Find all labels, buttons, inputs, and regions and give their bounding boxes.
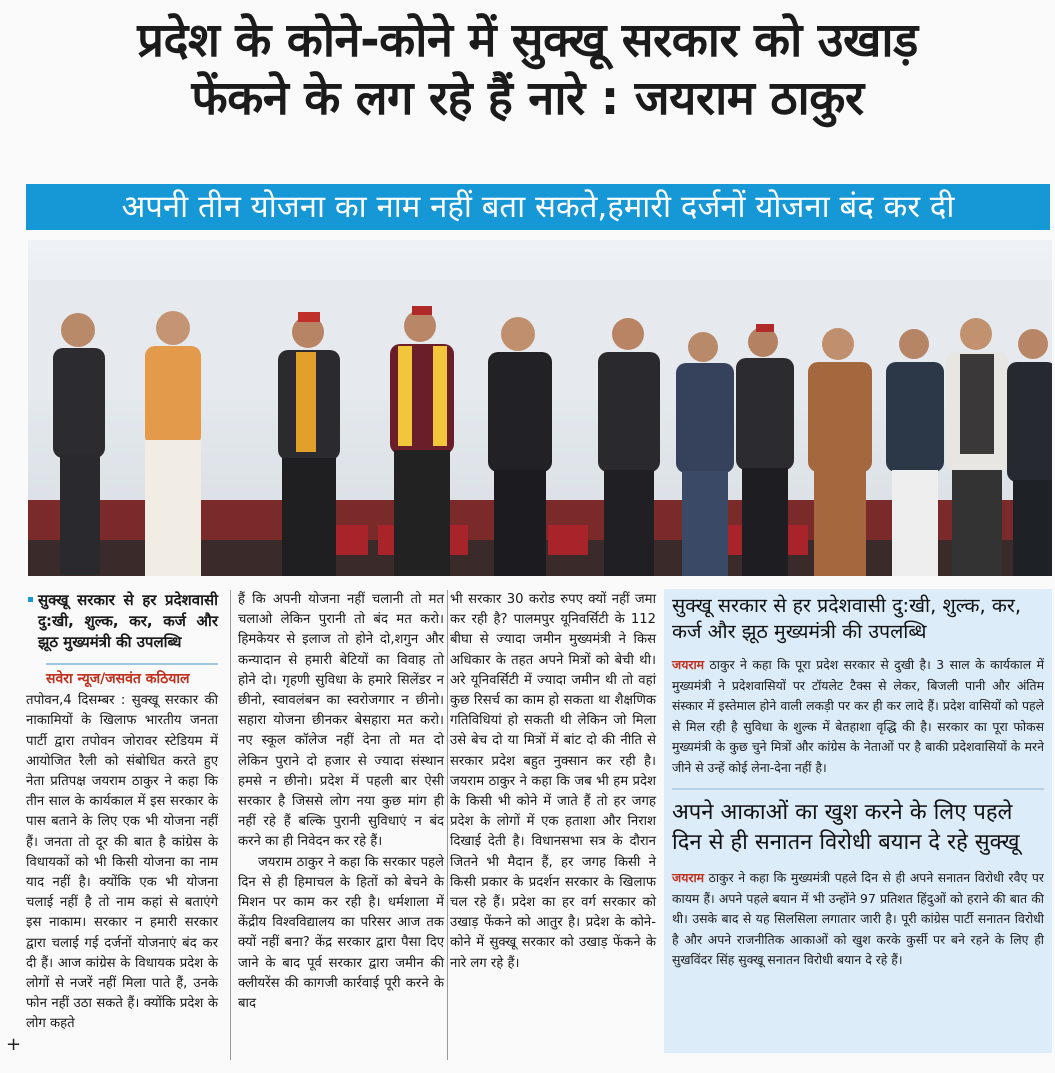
article-column-1 — [26, 590, 218, 1035]
column-1-heading: सुक्खू सरकार से हर प्रदेशवासी दु:खी, शुल्क, कर, कर्ज और झूठ मुख्यमंत्री की उपलब्धि — [38, 591, 218, 651]
headline-line-1: प्रदेश के कोने-कोने में सुक्खू सरकार को उखाड़ — [137, 13, 918, 68]
column-divider — [230, 590, 231, 1060]
subheadline-banner: अपनी तीन योजना का नाम नहीं बता सकते,हमारी दर्जनों योजना बंद कर दी — [26, 184, 1050, 230]
column-3-text: भी सरकार 30 करोड रुपए क्यों नहीं जमा कर रही है? पालमपुर यूनिवर्सिटी के 112 बीघा से ज्यादा जमीन मुख्यमंत्री ने किस अधिकार के तहत अपने मित्रों को बेची थी। अरे यूनिवर्सिटी में ज्यादा जमीन थी तो वहां कुछ रिसर्च का काम हो सकता था शैक्षणिक गतिविधियां हो सकती थी लेकिन जो मिला उसे बेच दो या मित्रों में बांट दो की नीति से सरकार प्रदेश बहुत नुक्सान कर रही है। जयराम ठाकुर ने कहा कि जब भी हम प्रदेश के किसी भी कोने में जाते हैं तो हर जगह प्रदेश के लोगों में एक हताशा और निराश दिखाई देती है। विधानसभा सत्र के दौरान जितने भी मैदान हैं, हर जगह किसी ने किसी प्रकार के प्रदर्शन सरकार के खिलाफ चल रहे हैं। प्रदेश का हर वर्ग सरकार को उखाड़ फेंकने को आतुर है। प्रदेश के कोने-कोने में सुक्खू सरकार को उखाड़ फेंकने के नारे लग रहे हैं। — [450, 592, 656, 971]
headline-line-2: फेंकने के लग रहे हैं नारे : जयराम ठाकुर — [191, 71, 864, 126]
headline — [0, 12, 1055, 128]
box-paragraph-2 — [672, 868, 1044, 971]
box-lead-2: जयराम — [672, 870, 705, 885]
box-text-1: ठाकुर ने कहा कि पूरा प्रदेश सरकार से दुखी है। 3 साल के कार्यकाल में मुख्यमंत्री ने प्रदेशवासियों पर टॉयलेट टैक्स से लेकर, बिजली पानी और अंतिम संस्कार में इस्तेमाल होने वाली लकड़ी पर कर ही कर लादे हैं। प्रदेश वासियों को पहले से मिल रही है सुविधा के शुल्क में बेतहाशा वृद्धि की है। सरकार का पूरा फोकस मुख्यमंत्री के कुछ चुने मित्रों और कांग्रेस के नेताओं पर है बाकी प्रदेशवासियों के मरने जीने से उन्हें कोई लेना-देना नहीं है। — [672, 657, 1044, 775]
column-1-text: तपोवन,4 दिसम्बर : सुक्खू सरकार की नाकामियों के खिलाफ भारतीय जनता पार्टी द्वारा तपोवन जोरावर स्टेडियम में आयोजित रैली को संबोधित करते हुए नेता प्रतिपक्ष जयराम ठाकुर ने कहा कि तीन साल के कार्यकाल में इस सरकार के पास बताने के लिए एक भी योजना नहीं हैं। जनता तो दूर की बात है कांग्रेस के विधायकों को भी किसी योजना का नाम याद नहीं है। क्योंकि एक भी योजना चलाई नहीं है तो नाम कहां से बताएंगे इस नाकाम। सरकार न हमारी सरकार द्वारा चलाई गई दर्जनों योजनाएं बंद कर दी हैं। आज कांग्रेस के विधायक प्रदेश के लोगों से नजरें नहीं मिला पाते हैं, उनके फोन नहीं उठा सकते हैं। क्योंकि प्रदेश के लोग कहते — [26, 693, 218, 1032]
box-lead-1: जयराम — [672, 657, 705, 672]
box-text-2: ठाकुर ने कहा कि मुख्यमंत्री पहले दिन से ही अपने सनातन विरोधी रवैए पर कायम हैं। अपने पहले बयान में भी उन्होंने 97 प्रतिशत हिंदुओं को हराने की बात की थी। उसके बाद से यह सिलसिला लगातार जारी है। पूरी कांग्रेस पार्टी सनातन विरोधी है और अपने राजनीतिक आकाओं को खुश करके कुर्सी पर बने रहने के लिए ही सुखविंदर सिंह सुक्खू सनातन विरोधी बयान दे रहे हैं। — [672, 870, 1044, 967]
box-paragraph-1 — [672, 655, 1044, 778]
plus-mark: + — [6, 1034, 22, 1055]
box-heading-2: अपने आकाओं का खुश करने के लिए पहले दिन से ही सनातन विरोधी बयान दे रहे सुक्खू — [672, 788, 1044, 858]
byline: सवेरा न्यूज/जसवंत कठियाल — [46, 663, 218, 689]
highlight-box — [664, 589, 1052, 1053]
column-2-para-2: जयराम ठाकुर ने कहा कि सरकार पहले दिन से ही हिमाचल के हितों को बेचने के मिशन पर काम कर रही है। धर्मशाला में केंद्रीय विश्वविद्यालय का परिसर आज तक क्यों नहीं बना? केंद्र सरकार द्वारा पैसा दिए जाने के बाद पूर्व सरकार द्वारा जमीन की क्लीयरेंस की कागजी कार्रवाई पूरी करने के बाद — [238, 854, 444, 1012]
box-heading-1: सुक्खू सरकार से हर प्रदेशवासी दु:खी, शुल्क, कर, कर्ज और झूठ मुख्यमंत्री की उपलब्धि — [672, 594, 1022, 643]
column-divider — [447, 590, 448, 1060]
article-column-2 — [238, 590, 444, 1014]
rally-photo — [28, 240, 1052, 576]
column-2-para-1: हैं कि अपनी योजना नहीं चलानी तो मत चलाओ लेकिन पुरानी तो बंद मत करो। हिमकेयर से इलाज तो होने दो,शगुन और कन्यादान से हमारी बेटियों का विवाह तो होने दो। गृहणी सुविधा के हमारे सिलेंडर न छीनो, स्वावलंबन का स्वरोजगार न छीनो। सहारा योजना छीनकर बेसहारा मत करो। नए स्कूल कॉलेज नहीं देना तो मत दो लेकिन पुराने दो हजार से ज्यादा संस्थान हमसे न छीनो। प्रदेश में पहली बार ऐसी सरकार है जिससे लोग नया कुछ मांग ही नहीं रहे हैं बल्कि पुरानी सुविधाएं न बंद करने का ही निवेदन कर रहे हैं। — [238, 592, 444, 850]
article-column-3 — [450, 590, 656, 974]
